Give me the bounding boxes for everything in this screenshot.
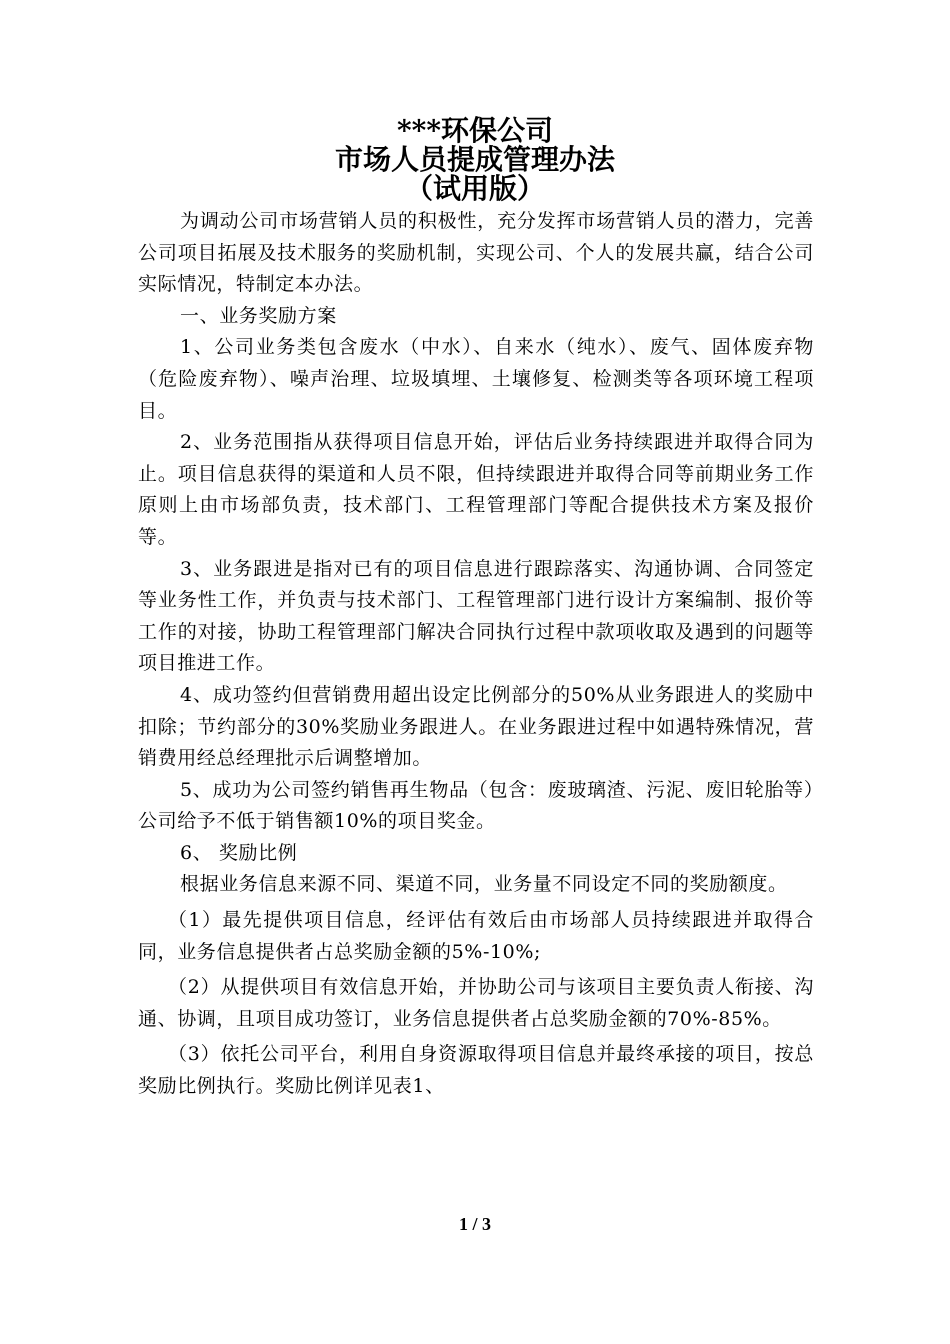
document-title: [0, 116, 950, 203]
clause-4: 4、成功签约但营销费用超出设定比例部分的50%从业务跟进人的奖励中扣除；节约部分的30%奖励业务跟进人。在业务跟进过程中如遇特殊情况，营销费用经总经理批示后调整增加。: [138, 683, 814, 770]
ratio-item-1: （1）最先提供项目信息，经评估有效后由市场部人员持续跟进并取得合同，业务信息提供者占总奖励金额的5%-10%;: [138, 909, 814, 963]
intro-paragraph: 为调动公司市场营销人员的积极性，充分发挥市场营销人员的潜力，完善公司项目拓展及技术服务的奖励机制，实现公司、个人的发展共赢，结合公司实际情况，特制定本办法。: [138, 210, 814, 296]
clause-6-heading: 6、 奖励比例: [180, 841, 298, 864]
clause-1: 1、公司业务类包含废水（中水）、自来水（纯水）、废气、固体废弃物（危险废弃物）、噪声治理、垃圾填埋、土壤修复、检测类等各项环境工程项目。: [138, 336, 814, 422]
clause-5: 5、成功为公司签约销售再生物品（包含：废玻璃渣、污泥、废旧轮胎等）公司给予不低于销售额10%的项目奖金。: [138, 778, 814, 833]
company-name: ***环保公司: [397, 114, 553, 147]
clause-2: 2、业务范围指从获得项目信息开始，评估后业务持续跟进并取得合同为止。项目信息获得的渠道和人员不限，但持续跟进并取得合同等前期业务工作原则上由市场部负责，技术部门、工程管理部门等配合提供技术方案及报价等。: [138, 431, 814, 548]
page-number: 1 / 3: [458, 1214, 491, 1234]
ratio-item-2: （2）从提供项目有效信息开始，并协助公司与该项目主要负责人衔接、沟通、协调，且项目成功签订，业务信息提供者占总奖励金额的70%-85%。: [138, 976, 814, 1030]
clause-3: 3、业务跟进是指对已有的项目信息进行跟踪落实、沟通协调、合同签定等业务性工作，并负责与技术部门、工程管理部门进行设计方案编制、报价等工作的对接，协助工程管理部门解决合同执行过程中款项收取及遇到的问题等项目推进工作。: [138, 557, 814, 675]
clause-6-intro: 根据业务信息来源不同、渠道不同，业务量不同设定不同的奖励额度。: [180, 873, 788, 896]
ratio-item-3: （3）依托公司平台，利用自身资源取得项目信息并最终承接的项目，按总奖励比例执行。奖励比例详见表1、: [138, 1043, 814, 1098]
document-version: （试用版）: [404, 172, 545, 205]
section-heading: 一、业务奖励方案: [180, 304, 337, 327]
document-main-title: 市场人员提成管理办法: [334, 143, 615, 176]
document-body: [138, 206, 814, 1103]
